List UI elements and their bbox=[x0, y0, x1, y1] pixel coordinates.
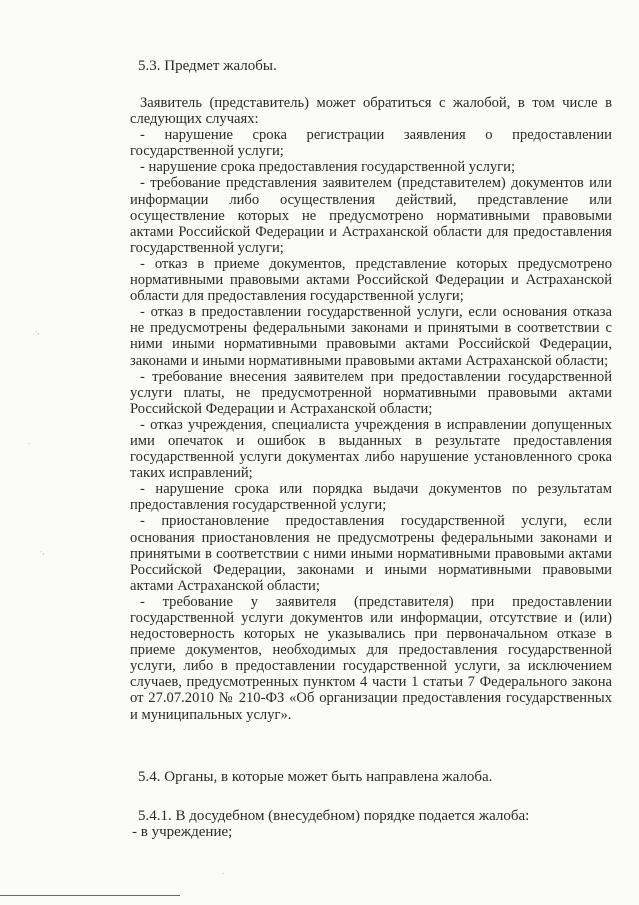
list-item: - отказ в приеме документов, представление которых предусмотрено нормативными правовыми актами Российской Федерации и Астраханской области для предоставления государственной услуги; bbox=[130, 255, 612, 305]
section-heading-5-3: 5.3. Предмет жалобы. bbox=[138, 58, 277, 74]
list-item: - приостановление предоставления государственной услуги, если основания приостановления не предусмотрены федеральными законами и принятыми в соответствии с ними иными нормативными правовыми актами Российской Федерации, законами и иными нормативными правовыми актами Астраханской области; bbox=[130, 513, 612, 594]
subsection-heading-5-4-1: 5.4.1. В досудебном (внесудебном) порядке подается жалоба: bbox=[138, 808, 530, 824]
list-item: - нарушение срока или порядка выдачи документов по результатам предоставления государственной услуги; bbox=[130, 481, 612, 514]
scan-speck: ·, bbox=[40, 548, 45, 556]
bottom-rule bbox=[0, 895, 180, 896]
list-item: - требование внесения заявителем при предоставлении государственной услуги платы, не предусмотренной нормативными правовыми актами Российской Федерации и Астраханской области; bbox=[130, 368, 612, 417]
list-item: - в учреждение; bbox=[132, 824, 233, 840]
scan-speck: · bbox=[222, 870, 225, 878]
scan-speck: ·, bbox=[35, 328, 40, 336]
list-item: - отказ учреждения, специалиста учреждения в исправлении допущенных ими опечаток и ошибок в выданных в результате предоставления государственной услуги документах либо нарушение установленного срока таких исправлений; bbox=[130, 416, 612, 482]
section-heading-5-4: 5.4. Органы, в которые может быть направлена жалоба. bbox=[138, 769, 493, 785]
list-item: - нарушение срока регистрации заявления о предоставлении государственной услуги; bbox=[130, 127, 612, 160]
section-5-3-body bbox=[130, 95, 612, 723]
list-item: - отказ в предоставлении государственной услуги, если основания отказа не предусмотрены федеральными законами и принятыми в соответствии с ними иными нормативными правовыми актами Российской Федерации, законами и иными нормативными правовыми актами Астраханской области; bbox=[130, 304, 612, 369]
scan-speck: · bbox=[28, 440, 31, 448]
list-item: - нарушение срока предоставления государственной услуги; bbox=[140, 159, 516, 176]
list-item: - требование представления заявителем (представителем) документов или информации либо осуществления действий, представление или осуществление которых не предусмотрено нормативными правовыми актами Российской Федерации и Астраханской области для предоставления государственной услуги; bbox=[130, 175, 612, 256]
paragraph-intro: Заявитель (представитель) может обратиться с жалобой, в том числе в следующих случаях: bbox=[130, 95, 612, 128]
list-item: - требование у заявителя (представителя) при предоставлении государственной услуги документов или информации, отсутствие и (или) недостоверность которых не указывались при первоначальном отказе в приеме документов, необходимых для предоставления государственной услуги, либо в предоставлении государственной услуги, за исключением случаев, предусмотренных пунктом 4 части 1 статьи 7 Федерального закона от 27.07.2010 № 210-ФЗ «Об организации предоставления государственных и муниципальных услуг». bbox=[130, 593, 612, 723]
